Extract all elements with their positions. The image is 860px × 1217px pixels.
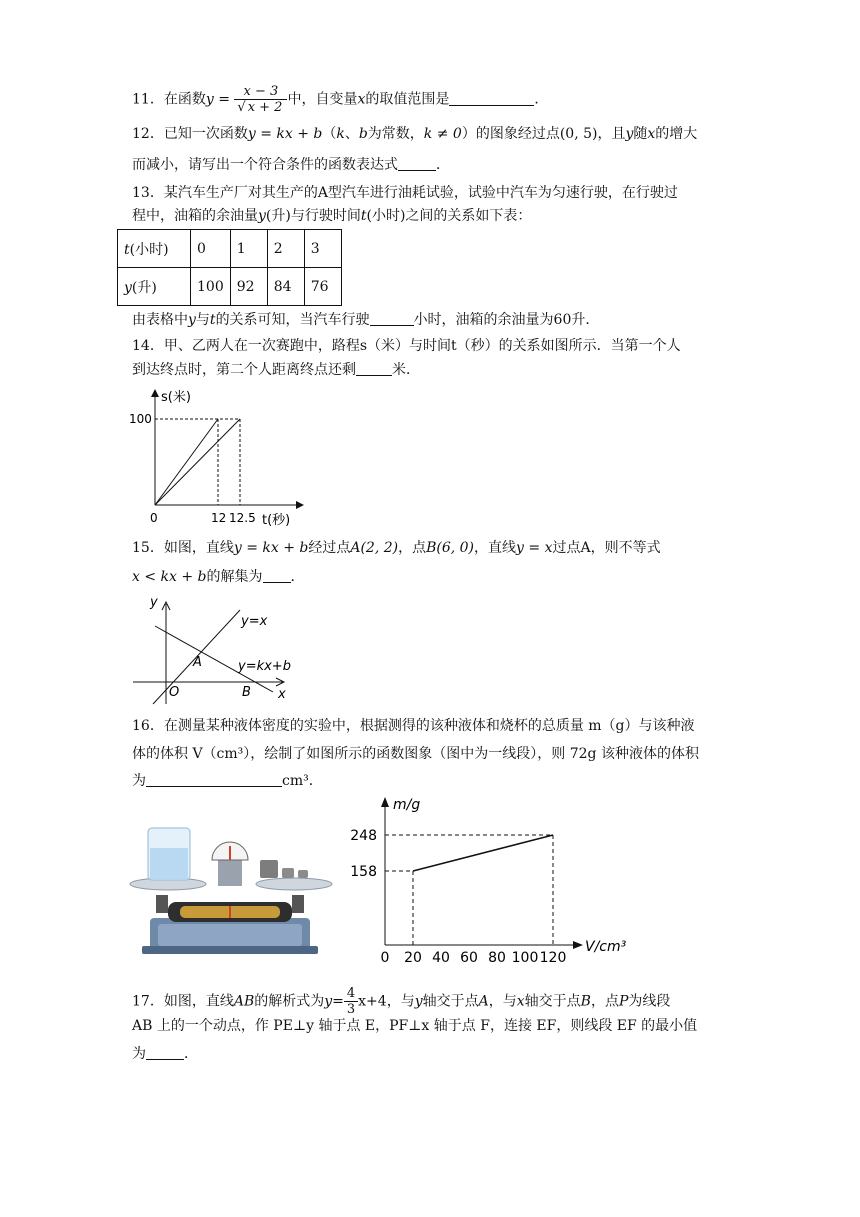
answer-blank xyxy=(398,156,436,171)
answer-blank xyxy=(146,772,282,787)
table-cell: 0 xyxy=(191,230,231,268)
lines-graph xyxy=(125,592,295,710)
table-cell: 84 xyxy=(267,268,304,306)
x-axis-label: t(秒) xyxy=(262,513,291,528)
point-b-label: B xyxy=(242,685,251,700)
table-header: y(升) xyxy=(118,268,191,306)
x-tick-label: 60 xyxy=(460,950,478,966)
question-14-line-1: 14．甲、乙两人在一次赛跑中，路程s（米）与时间t（秒）的关系如图所示．当第一个人 xyxy=(132,338,681,354)
answer-blank xyxy=(449,91,534,106)
x-tick-label: 100 xyxy=(511,950,539,966)
point-a-label: A xyxy=(193,655,202,670)
question-17-line-2: AB 上的一个动点，作 PE⊥y 轴于点 E，PF⊥x 轴于点 F，连接 EF，则线段 EF 的最小值 xyxy=(132,1018,698,1034)
table-header: t(小时) xyxy=(118,230,191,268)
question-13-line-2: 程中，油箱的余油量y(升)与行驶时间t(小时)之间的关系如下表： xyxy=(132,208,532,224)
mass-volume-chart xyxy=(345,795,630,970)
y-axis-label: s(米) xyxy=(161,390,191,405)
x-tick-label: 20 xyxy=(404,950,422,966)
x-tick-label: 120 xyxy=(539,950,567,966)
question-12-line-2: 而减小，请写出一个符合条件的函数表达式 ． xyxy=(132,157,450,173)
x-tick-label: 80 xyxy=(488,950,506,966)
question-17-line-3: 为 ． xyxy=(132,1046,198,1062)
line-label: y=kx+b xyxy=(238,659,291,674)
table-row xyxy=(118,268,342,306)
y-axis-label: m/g xyxy=(393,797,421,813)
tick-label: 12.5 xyxy=(229,511,256,525)
question-15-line-2: x < kx + b的解集为 ． xyxy=(132,569,305,585)
table-cell: 3 xyxy=(304,230,341,268)
question-16-line-1: 16．在测量某种液体密度的实验中，根据测得的该种液体和烧杯的总质量 m（g）与该种液 xyxy=(132,718,695,734)
origin-label: O xyxy=(169,685,180,700)
y-label: y xyxy=(150,595,158,610)
question-11: 11．在函数y = $\frac{x - 3}{√ x + 2}$ 中，自变量x的取值范围是 ． xyxy=(132,84,549,115)
question-13-line-3: 由表格中y与t的关系可知，当汽车行驶 小时，油箱的余油量为60升． xyxy=(132,312,600,328)
y-tick-label: 248 xyxy=(350,828,377,844)
question-13-line-1: 13．某汽车生产厂对其生产的A型汽车进行油耗试验，试验中汽车为匀速行驶，在行驶过 xyxy=(132,185,678,201)
question-15-line-1: 15．如图，直线y = kx + b经过点A(2, 2)，点B(6, 0)，直线y = x过点A，则不等式 xyxy=(132,540,661,556)
data-segment xyxy=(413,835,553,871)
x-tick-label: 0 xyxy=(380,950,390,966)
question-16-line-2: 体的体积 V（cm³），绘制了如图所示的函数图象（图中为一线段），则 72g 该种液体的体积 xyxy=(132,746,699,762)
x-axis-label: V/cm³ xyxy=(585,939,627,955)
line-label: y=x xyxy=(241,614,268,629)
answer-blank xyxy=(370,311,414,326)
answer-blank xyxy=(263,568,291,583)
table-cell: 76 xyxy=(304,268,341,306)
fuel-table xyxy=(117,229,342,306)
balance-scale-illustration xyxy=(128,820,338,960)
question-12-line-1: 12．已知一次函数y = kx + b（k、b为常数，k ≠ 0）的图象经过点(0, 5)，且y随x的增大 xyxy=(132,126,698,142)
tick-label: 0 xyxy=(150,511,158,525)
weight-icon xyxy=(260,860,278,878)
question-14-line-2: 到达终点时，第二个人距离终点还剩 米． xyxy=(132,362,420,378)
table-cell: 92 xyxy=(230,268,267,306)
table-row xyxy=(118,230,342,268)
y-arrow-icon xyxy=(381,797,389,807)
tick-label: 100 xyxy=(129,412,152,426)
x-label: x xyxy=(278,687,286,702)
question-17-line-1: 17．如图，直线AB的解析式为y= $\frac{4}{3}$ x+4，与y轴交于点A，与x轴交于点B，点P为线段 xyxy=(132,986,671,1017)
answer-blank xyxy=(146,1045,184,1060)
answer-blank xyxy=(356,361,392,376)
table-cell: 2 xyxy=(267,230,304,268)
fraction: $\frac{x - 3}{√ x + 2}$ xyxy=(234,84,287,115)
table-cell: 100 xyxy=(191,268,231,306)
tick-label: 12 xyxy=(211,511,227,525)
x-tick-label: 40 xyxy=(432,950,450,966)
x-arrow-icon xyxy=(573,941,583,949)
race-graph xyxy=(125,385,310,530)
question-16-line-3: 为 cm³． xyxy=(132,773,323,789)
runner-b-line xyxy=(155,419,240,505)
table-cell: 1 xyxy=(230,230,267,268)
runner-a-line xyxy=(155,419,218,505)
right-pan xyxy=(256,878,332,890)
y-tick-label: 158 xyxy=(350,864,377,880)
